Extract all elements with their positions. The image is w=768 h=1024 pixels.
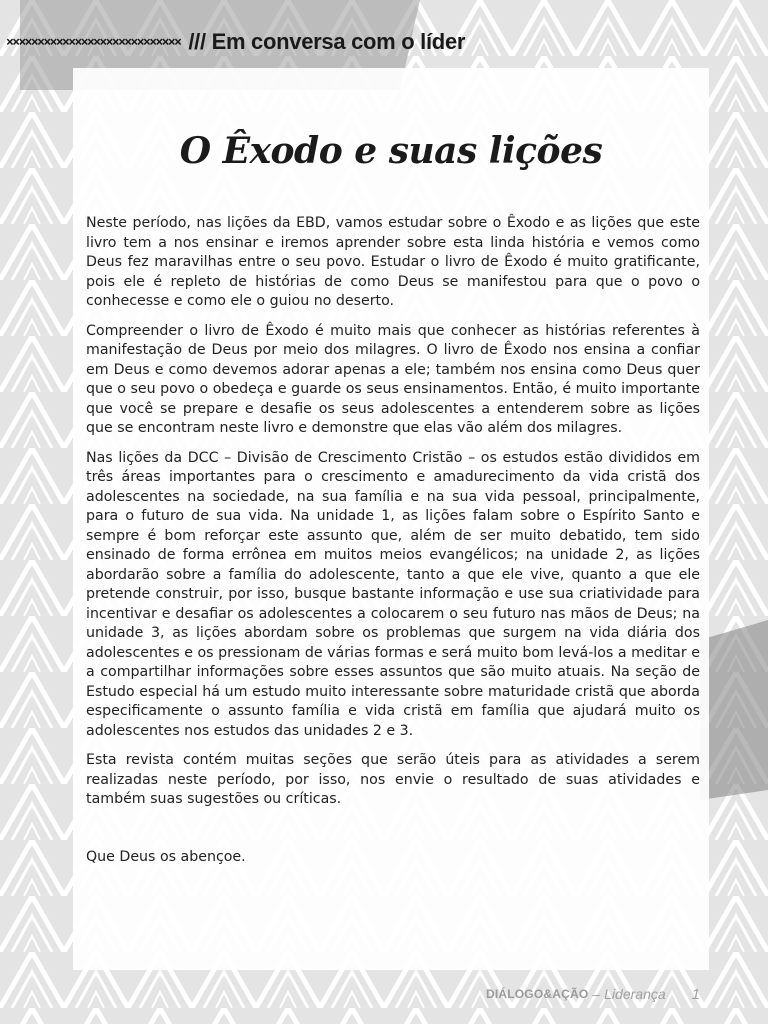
footer-section-name: Liderança <box>604 986 666 1002</box>
closing-line: Que Deus os abençoe. <box>86 848 246 865</box>
header-stitch-decoration: ×××××××××××××××××××××××××××× <box>6 34 181 50</box>
section-label: /// Em conversa com o líder <box>188 29 466 54</box>
header-text <box>6 26 706 58</box>
paragraph-2: Compreender o livro de Êxodo é muito mais que conhecer as histórias referentes à manifestação de Deus por meio dos milagres. O livro de Êxodo nos ensina a confiar em Deus e como devemos adorar apenas a ele; também nos ensina como Deus quer que o seu povo o obedeça e guarde os seus ensinamentos. Então, é muito importante que você se prepare e desafie os seus adolescentes a entenderem sobre as lições que se encontram neste livro e demonstre que elas vão além dos milagres. <box>86 322 700 436</box>
paragraph-4: Esta revista contém muitas seções que serão úteis para as atividades a serem realizadas neste período, por isso, nos envie o resultado de suas atividades e também suas sugestões ou críticas. <box>86 752 700 807</box>
article-body <box>86 214 700 877</box>
paragraph-1: Neste período, nas lições da EBD, vamos estudar sobre o Êxodo e as lições que este livro tem a nos ensinar e iremos aprender sobre esta linda história e vemos como Deus fez maravilhas entre o seu povo. Estudar o livro de Êxodo é muito gratificante, pois ele é repleto de histórias de como Deus se manifestou para que o povo o conhecesse e como ele o guiou no deserto. <box>86 215 700 309</box>
page-number: 1 <box>691 985 700 1003</box>
footer <box>486 984 700 1004</box>
footer-separator: – <box>592 986 601 1002</box>
article-title: O Êxodo e suas lições <box>179 130 603 172</box>
paragraph-3: Nas lições da DCC – Divisão de Crescimento Cristão – os estudos estão divididos em três áreas importantes para o crescimento e amadurecimento da vida cristã dos adolescentes na sociedade, na sua família e na sua vida pessoal, principalmente, para o futuro de sua vida. Na unidade 1, as lições falam sobre o Espírito Santo e sempre é bom reforçar este assunto que, além de ser muito debatido, tem sido ensinado de forma errônea em muitos meios evangélicos; na unidade 2, as lições abordarão sobre a família do adolescente, tanto a que ele vive, quanto a que ele pretende construir, por isso, busque bastante informação e use sua criatividade para incentivar e desafiar os adolescentes a colocarem o seu futuro nas mãos de Deus; na unidade 3, as lições abordam sobre os problemas que surgem na vida diária dos adolescentes e os pressionam de várias formas e será muito bom levá-los a meditar e a compartilhar informações sobre esses assuntos que são muito atuais. Na seção de Estudo especial há um estudo muito interessante sobre maturidade cristã que aborda especificamente o assunto família e vida cristã em família que ajudará muito os adolescentes nos estudos das unidades 2 e 3. <box>86 449 700 739</box>
brand-logo: DIÁLOGO&AÇÃO <box>485 987 589 1001</box>
